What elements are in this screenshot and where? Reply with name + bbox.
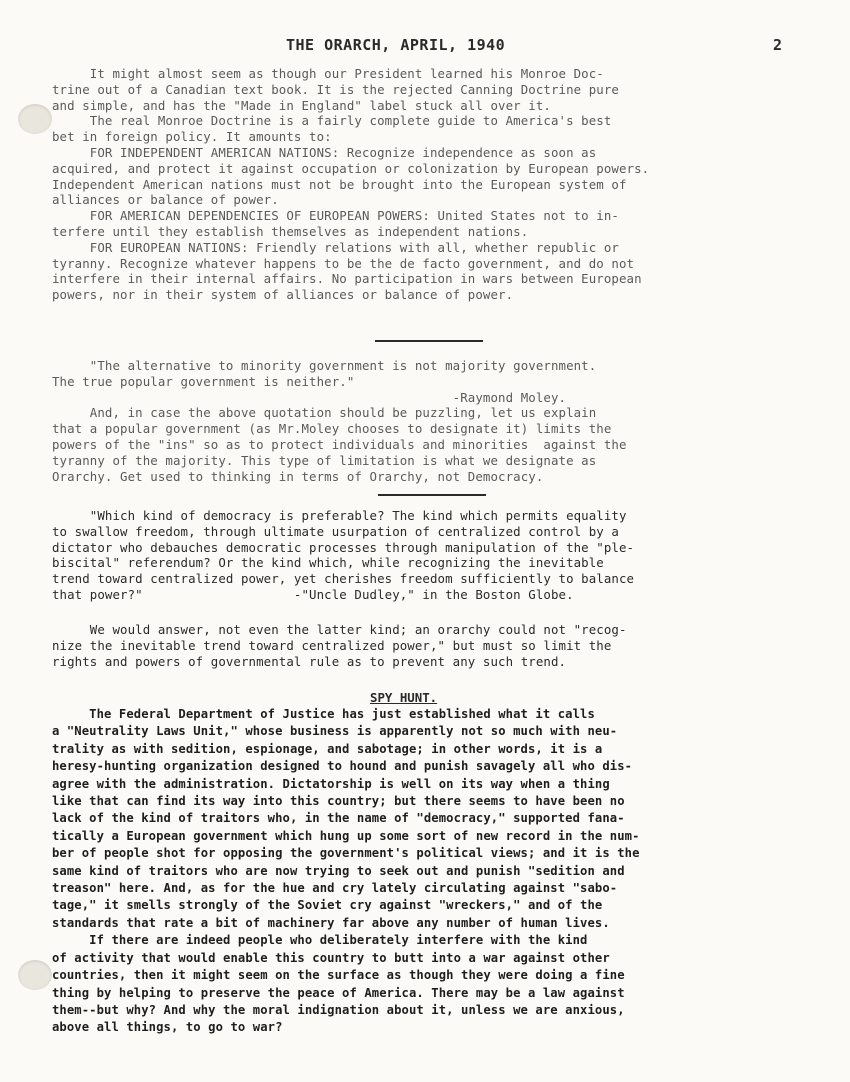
text-line: tyranny of the majority. This type of limitation is what we designate as xyxy=(52,452,597,468)
text-line: biscital" referendum? Or the kind which, while recognizing the inevitable xyxy=(52,555,604,571)
paragraph-orarchy-answer xyxy=(52,622,844,669)
text-line: ber of people shot for opposing the government's political views; and it is the xyxy=(52,846,640,861)
text-line: heresy-hunting organization designed to hound and punish savagely all who dis- xyxy=(52,759,633,774)
text-line: FOR EUROPEAN NATIONS: Friendly relations with all, whether republic or xyxy=(52,239,619,255)
text-line: -Raymond Moley. xyxy=(52,389,567,405)
text-line: FOR AMERICAN DEPENDENCIES OF EUROPEAN POWERS: United States not to in- xyxy=(52,208,619,224)
text-line: powers, nor in their system of alliances or balance of power. xyxy=(52,287,514,303)
paragraph-monroe-doctrine xyxy=(52,66,844,303)
punch-hole-bottom xyxy=(18,960,52,990)
text-line: a "Neutrality Laws Unit," whose business is apparently not so much with neu- xyxy=(52,724,618,739)
text-line: above all things, to go to war? xyxy=(52,1020,283,1035)
text-line: and simple, and has the "Made in England" label stuck all over it. xyxy=(52,97,551,113)
text-line: like that can find its way into this country; but there seems to have been no xyxy=(52,794,625,809)
text-line: terfere until they establish themselves as independent nations. xyxy=(52,223,529,239)
paragraph-uncle-dudley-quote xyxy=(52,508,844,603)
text-line: It might almost seem as though our President learned his Monroe Doc- xyxy=(52,66,604,81)
text-line: acquired, and protect it against occupation or colonization by European powers. xyxy=(52,160,650,176)
text-line: thing by helping to preserve the peace of America. There may be a law against xyxy=(52,985,625,1000)
text-line: The true popular government is neither." xyxy=(52,373,355,389)
text-line: that power?" -"Uncle Dudley," in the Boston Globe. xyxy=(52,586,574,602)
text-line: trality as with sedition, espionage, and sabotage; in other words, it is a xyxy=(52,741,603,756)
page-header-title: THE ORARCH, APRIL, 1940 xyxy=(286,36,506,54)
text-line: agree with the administration. Dictatorship is well on its way when a thing xyxy=(52,776,610,791)
text-line: lack of the kind of traitors who, in the name of "democracy," supported fana- xyxy=(52,811,625,826)
text-line: to swallow freedom, through ultimate usurpation of centralized control by a xyxy=(52,523,619,539)
text-line: "Which kind of democracy is preferable? The kind which permits equality xyxy=(52,508,627,523)
text-line: dictator who debauches democratic processes through manipulation of the "ple- xyxy=(52,539,635,555)
text-line: Orarchy. Get used to thinking in terms of Orarchy, not Democracy. xyxy=(52,468,544,484)
text-line: interfere in their internal affairs. No participation in wars between European xyxy=(52,271,642,287)
text-line: tage," it smells strongly of the Soviet cry against "wreckers," and of the xyxy=(52,898,603,913)
text-line: trend toward centralized power, yet cherishes freedom sufficiently to balance xyxy=(52,571,635,587)
text-line: We would answer, not even the latter kind; an orarchy could not "recog- xyxy=(52,622,627,637)
text-line: treason" here. And, as for the hue and cry lately circulating against "sabo- xyxy=(52,881,618,896)
text-line: of activity that would enable this country to butt into a war against other xyxy=(52,950,610,965)
text-line: And, in case the above quotation should be puzzling, let us explain xyxy=(52,405,597,421)
text-line: FOR INDEPENDENT AMERICAN NATIONS: Recognize independence as soon as xyxy=(52,144,597,160)
text-line: that a popular government (as Mr.Moley chooses to designate it) limits the xyxy=(52,421,612,437)
text-line: nize the inevitable trend toward centralized power," but must so limit the xyxy=(52,637,612,653)
text-line: If there are indeed people who deliberately interfere with the kind xyxy=(52,933,588,948)
text-line: trine out of a Canadian text book. It is the rejected Canning Doctrine pure xyxy=(52,81,619,97)
text-line: bet in foreign policy. It amounts to: xyxy=(52,129,332,145)
text-line: standards that rate a bit of machinery far above any number of human lives. xyxy=(52,915,610,930)
punch-hole-top xyxy=(18,104,52,134)
text-line: The real Monroe Doctrine is a fairly complete guide to America's best xyxy=(52,113,612,129)
paragraph-moley-quote xyxy=(52,358,844,484)
text-line: alliances or balance of power. xyxy=(52,192,279,208)
text-line: same kind of traitors who are now trying to seek out and punish "sedition and xyxy=(52,863,625,878)
text-line: Independent American nations must not be brought into the European system of xyxy=(52,176,627,192)
section-divider xyxy=(378,494,486,496)
text-line: tically a European government which hung up some sort of new record in the num- xyxy=(52,828,640,843)
text-line: powers of the "ins" so as to protect individuals and minorities against the xyxy=(52,436,627,452)
section-divider xyxy=(375,340,483,342)
text-line: tyranny. Recognize whatever happens to be the de facto government, and do not xyxy=(52,255,635,271)
text-line: rights and powers of governmental rule as to prevent any such trend. xyxy=(52,653,567,669)
text-line: them--but why? And why the moral indignation about it, unless we are anxious, xyxy=(52,1002,625,1017)
text-line: The Federal Department of Justice has just established what it calls xyxy=(52,707,595,721)
paragraph-spy-hunt xyxy=(52,706,844,1037)
text-line: countries, then it might seem on the surface as though they were doing a fine xyxy=(52,968,625,983)
text-line: "The alternative to minority government is not majority government. xyxy=(52,358,597,373)
section-title-spy-hunt: SPY HUNT. xyxy=(370,690,438,705)
page-number: 2 xyxy=(773,36,783,54)
